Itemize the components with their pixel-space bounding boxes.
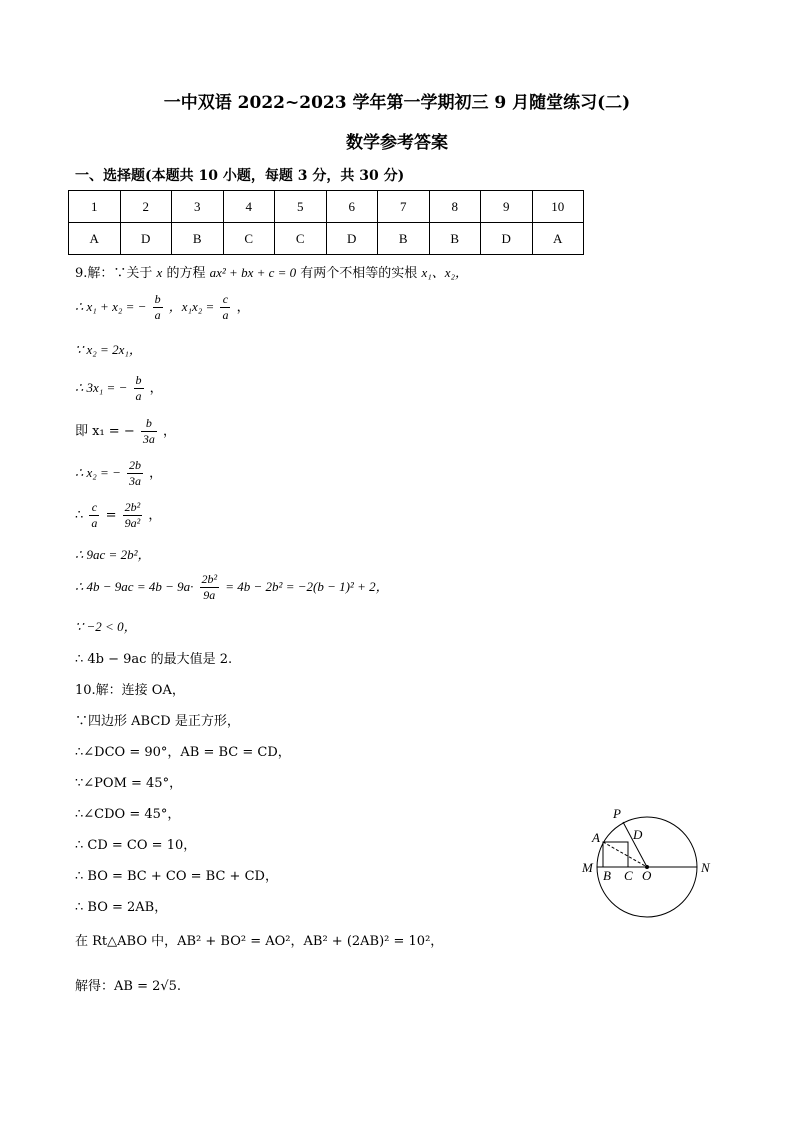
q10-line-7: ∴ BO = BC + CO = BC + CD， xyxy=(75,869,278,884)
table-cell: C xyxy=(275,223,327,255)
numerator: b xyxy=(141,416,157,432)
label-a: A xyxy=(592,830,600,845)
denominator: a xyxy=(135,389,142,403)
table-cell: 9 xyxy=(481,191,533,223)
q9-line-10 xyxy=(75,616,137,635)
numerator: b xyxy=(154,292,161,306)
page-subtitle: 数学参考答案 xyxy=(346,133,448,153)
label-d: D xyxy=(633,827,643,842)
text: ∴ 4b − 9ac 的最大值是 2. xyxy=(75,652,233,667)
q9-line-4 xyxy=(75,373,163,404)
fraction xyxy=(123,500,143,531)
table-cell: 3 xyxy=(172,191,224,223)
table-cell: D xyxy=(481,223,533,255)
table-cell: B xyxy=(172,223,224,255)
table-cell: C xyxy=(223,223,275,255)
text: ∴ xyxy=(75,508,84,523)
fraction xyxy=(153,292,163,323)
q10-line-4: ∵∠POM = 45°， xyxy=(75,776,183,791)
numerator: 2b² xyxy=(124,500,141,514)
text: ， xyxy=(148,508,162,523)
table-cell: A xyxy=(532,223,584,255)
q9-line-1 xyxy=(75,262,468,281)
math-expr: ∴ x₁ + x₂ = − xyxy=(75,299,147,314)
denominator: 3a xyxy=(129,474,141,488)
q10-line-8: ∴ BO = 2AB， xyxy=(75,900,168,915)
table-cell: B xyxy=(378,223,430,255)
text: 的方程 xyxy=(166,266,206,281)
fraction xyxy=(220,292,230,323)
label-o: O xyxy=(642,868,652,883)
label-p: P xyxy=(613,806,621,821)
q9-line-6 xyxy=(75,458,162,489)
numerator: 2b² xyxy=(201,572,218,586)
q9-line-2 xyxy=(75,292,250,323)
fraction xyxy=(127,458,143,489)
math-expr: ，x₁x₂ = xyxy=(168,299,215,314)
q10-line-10: 解得：AB = 2√5. xyxy=(75,979,182,994)
text: ， xyxy=(163,424,177,439)
table-cell: 1 xyxy=(69,191,121,223)
label-m: M xyxy=(582,860,593,875)
page-title: 一中双语 2022~2023 学年第一学期初三 9 月随堂练习(二) xyxy=(163,93,631,113)
denominator: a xyxy=(91,516,98,530)
math-expr: 即 x₁ = − xyxy=(75,424,135,439)
text: 有两个不相等的实根 xyxy=(300,266,418,281)
answer-table xyxy=(68,190,584,255)
math-expr: ∴ x₂ = − xyxy=(75,465,121,480)
numerator: c xyxy=(220,292,230,308)
geometry-figure xyxy=(575,800,720,925)
text: ， xyxy=(149,466,163,481)
square-abcd xyxy=(603,842,628,867)
q10-line-6: ∴ CD = CO = 10， xyxy=(75,838,197,853)
denominator: 9a xyxy=(203,588,216,602)
math-var: x xyxy=(156,265,163,280)
table-cell: 4 xyxy=(223,191,275,223)
math-roots: x₁、x₂， xyxy=(421,265,469,280)
math-expr: ∴ 4b − 9ac = 4b − 9a· xyxy=(75,579,194,594)
table-cell: 7 xyxy=(378,191,430,223)
fraction xyxy=(200,572,220,603)
numerator: 2b xyxy=(129,458,141,472)
math-expr: ∴ 9ac = 2b²， xyxy=(75,547,151,562)
fraction xyxy=(141,416,157,447)
section-heading: 一、选择题(本题共 10 小题，每题 3 分，共 30 分) xyxy=(75,168,405,184)
table-cell: A xyxy=(69,223,121,255)
denominator: 9a² xyxy=(124,516,141,530)
label-c: C xyxy=(624,868,633,883)
q10-line-2: ∵四边形 ABCD 是正方形， xyxy=(75,714,240,729)
math-expr: ∵ −2 < 0， xyxy=(75,619,137,634)
text: 9.解：∵关于 xyxy=(75,266,153,281)
fraction xyxy=(134,373,144,404)
math-expr: ∴ 3x₁ = − xyxy=(75,380,128,395)
math-expr: ∵ x₂ = 2x₁， xyxy=(75,342,142,357)
table-cell: D xyxy=(120,223,172,255)
q9-line-3 xyxy=(75,339,142,358)
q9-line-9 xyxy=(75,572,389,603)
label-n: N xyxy=(701,860,710,875)
table-cell: B xyxy=(429,223,481,255)
table-row-numbers xyxy=(69,191,584,223)
denominator: a xyxy=(222,308,229,322)
text: ， xyxy=(149,381,163,396)
numerator: c xyxy=(89,500,99,516)
q10-line-5: ∴∠CDO = 45°， xyxy=(75,807,181,822)
table-cell: D xyxy=(326,223,378,255)
table-cell: 2 xyxy=(120,191,172,223)
q10-line-1: 10.解：连接 OA， xyxy=(75,683,185,698)
q9-line-5 xyxy=(75,416,176,447)
table-cell: 8 xyxy=(429,191,481,223)
q9-line-7 xyxy=(75,500,161,531)
table-row-answers xyxy=(69,223,584,255)
fraction xyxy=(89,500,99,531)
denominator: a xyxy=(154,308,161,322)
table-cell: 6 xyxy=(326,191,378,223)
numerator: b xyxy=(135,373,142,387)
text: ， xyxy=(236,300,250,315)
q10-line-3: ∴∠DCO = 90°，AB = BC = CD， xyxy=(75,745,291,760)
table-cell: 10 xyxy=(532,191,584,223)
text: = xyxy=(105,508,117,523)
q9-line-8 xyxy=(75,544,150,563)
denominator: 3a xyxy=(142,432,155,446)
label-b: B xyxy=(603,868,611,883)
math-equation: ax² + bx + c = 0 xyxy=(209,265,297,280)
q9-line-11 xyxy=(75,648,232,667)
q10-line-9: 在 Rt△ABO 中，AB² + BO² = AO²，AB² + (2AB)² = 10²， xyxy=(75,934,444,949)
table-cell: 5 xyxy=(275,191,327,223)
math-expr: = 4b − 2b² = −2(b − 1)² + 2， xyxy=(225,579,389,594)
